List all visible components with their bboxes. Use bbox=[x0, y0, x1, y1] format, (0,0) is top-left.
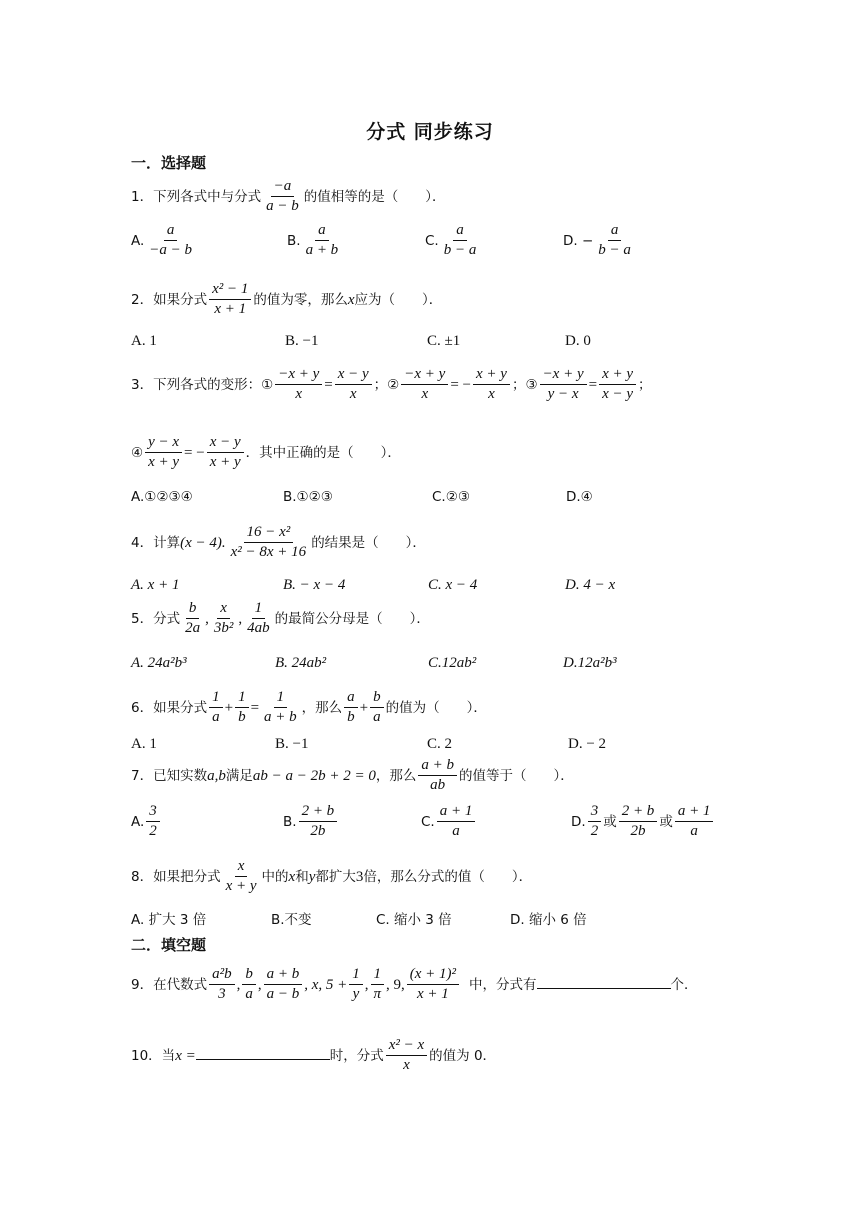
option-4b: B. − x − 4 bbox=[283, 577, 346, 593]
question-10: 10．当x = 时，分式 $\frac{\text{x² − x}}{x}$ 的值为 0． bbox=[131, 1037, 497, 1074]
answer-blank-10[interactable] bbox=[196, 1045, 330, 1060]
question-3-cont: ④ $\frac{y - x}{x + y}$ = − $\frac{x - y}{x + y}$ ．其中正确的是（ ）． bbox=[131, 434, 401, 471]
option-7b: B. $\frac{2 + b}{2b}$ bbox=[283, 803, 339, 841]
option-2a: A. 1 bbox=[131, 333, 157, 349]
question-4: 4．计算(x − 4). $\frac{\text{16 − x²}}{\text{x² − 8x + 16}}$ 的结果是（ ）． bbox=[131, 524, 426, 561]
option-2c: C. ±1 bbox=[427, 333, 461, 349]
option-6b: B. −1 bbox=[275, 736, 309, 752]
option-3c: C.②③ bbox=[432, 489, 470, 505]
option-5a: A. 24a²b³ bbox=[131, 655, 187, 671]
option-5d: D.12a²b³ bbox=[563, 655, 617, 671]
option-3d: D.④ bbox=[566, 489, 593, 505]
question-1: 1．下列各式中与分式 $\frac{-a}{a - b}$ 的值相等的是（ ）． bbox=[131, 178, 446, 215]
question-6: 6．如果分式 $\frac{1}{a}$ + $\frac{1}{b}$ = $\frac{1}{a + b}$ ，那么 $\frac{a}{b}$ + $\frac{b}{a}$ 的值为（ ）． bbox=[131, 689, 487, 726]
option-6c: C. 2 bbox=[427, 736, 453, 752]
question-8: 8．如果把分式 $\frac{x}{x + y}$ 中的x和y都扩大3倍，那么分式的值（ ）． bbox=[131, 858, 533, 895]
question-3: 3．下列各式的变形：① $\frac{-x + y}{x}$ = $\frac{x - y}{x}$ ；② $\frac{-x + y}{x}$ = − $\frac{x + y}{x}$ ；③ $\frac{-x + y}{y - x}$ = $\frac{x + y}{x - y}$ ； bbox=[131, 366, 652, 403]
question-7: 7．已知实数a,b满足ab − a − 2b + 2 = 0，那么 $\frac{a + b}{ab}$ 的值等于（ ）． bbox=[131, 757, 574, 794]
option-1b: B. $\frac{a}{a + b}$ bbox=[287, 222, 339, 259]
page-title: 分式 同步练习 bbox=[366, 121, 494, 143]
option-1c: C. $\frac{a}{b - a}$ bbox=[425, 222, 477, 259]
option-8c: C. 缩小 3 倍 bbox=[376, 912, 452, 928]
answer-blank-9[interactable] bbox=[537, 974, 671, 989]
option-7c: C. $\frac{a + 1}{a}$ bbox=[421, 803, 477, 841]
option-4d: D. 4 − x bbox=[565, 577, 616, 593]
question-9: 9．在代数式 $\frac{\text{a²b}}{3}$ , $\frac{b}{a}$ , $\frac{a + b}{a - b}$ , x, 5 + $\frac{1}{y}$ , $\frac{1}{\pi}$ , 9, $\frac{\text{(x + 1)²}}{x + 1}$ 中，分式有 个． bbox=[131, 966, 698, 1003]
option-7a: A. $\frac{3}{2}$ bbox=[131, 803, 162, 841]
option-1a: A. $\frac{a}{-a - b}$ bbox=[131, 222, 193, 259]
question-2: 2．如果分式 $\frac{\text{x² − 1}}{x + 1}$ 的值为零，那么x应为（ ）． bbox=[131, 281, 443, 318]
section-heading-fill: 二．填空题 bbox=[131, 936, 207, 954]
section-heading-choice: 一．选择题 bbox=[131, 154, 207, 172]
option-3b: B.①②③ bbox=[283, 489, 333, 505]
option-8b: B.不变 bbox=[271, 912, 312, 928]
fraction: $\frac{-a}{a - b}$ bbox=[266, 178, 299, 215]
option-1d: D. − $\frac{a}{b - a}$ bbox=[563, 222, 631, 259]
option-8a: A. 扩大 3 倍 bbox=[131, 912, 207, 928]
option-3a: A.①②③④ bbox=[131, 489, 193, 505]
option-5b: B. 24ab² bbox=[275, 655, 327, 671]
option-8d: D. 缩小 6 倍 bbox=[510, 912, 587, 928]
option-2b: B. −1 bbox=[285, 333, 319, 349]
option-6d: D. − 2 bbox=[568, 736, 607, 752]
option-5c: C.12ab² bbox=[428, 655, 477, 671]
option-4c: C. x − 4 bbox=[428, 577, 478, 593]
option-4a: A. x + 1 bbox=[131, 577, 180, 593]
option-2d: D. 0 bbox=[565, 333, 591, 349]
option-7d: D. $\frac{3}{2}$ 或 $\frac{2 + b}{2b}$ 或 $\frac{a + 1}{a}$ bbox=[571, 803, 715, 841]
option-6a: A. 1 bbox=[131, 736, 157, 752]
question-5: 5．分式 $\frac{b}{2a}$ , $\frac{x}{\text{3b²}}$ , $\frac{1}{4ab}$ 的最简公分母是（ ）． bbox=[131, 600, 430, 637]
